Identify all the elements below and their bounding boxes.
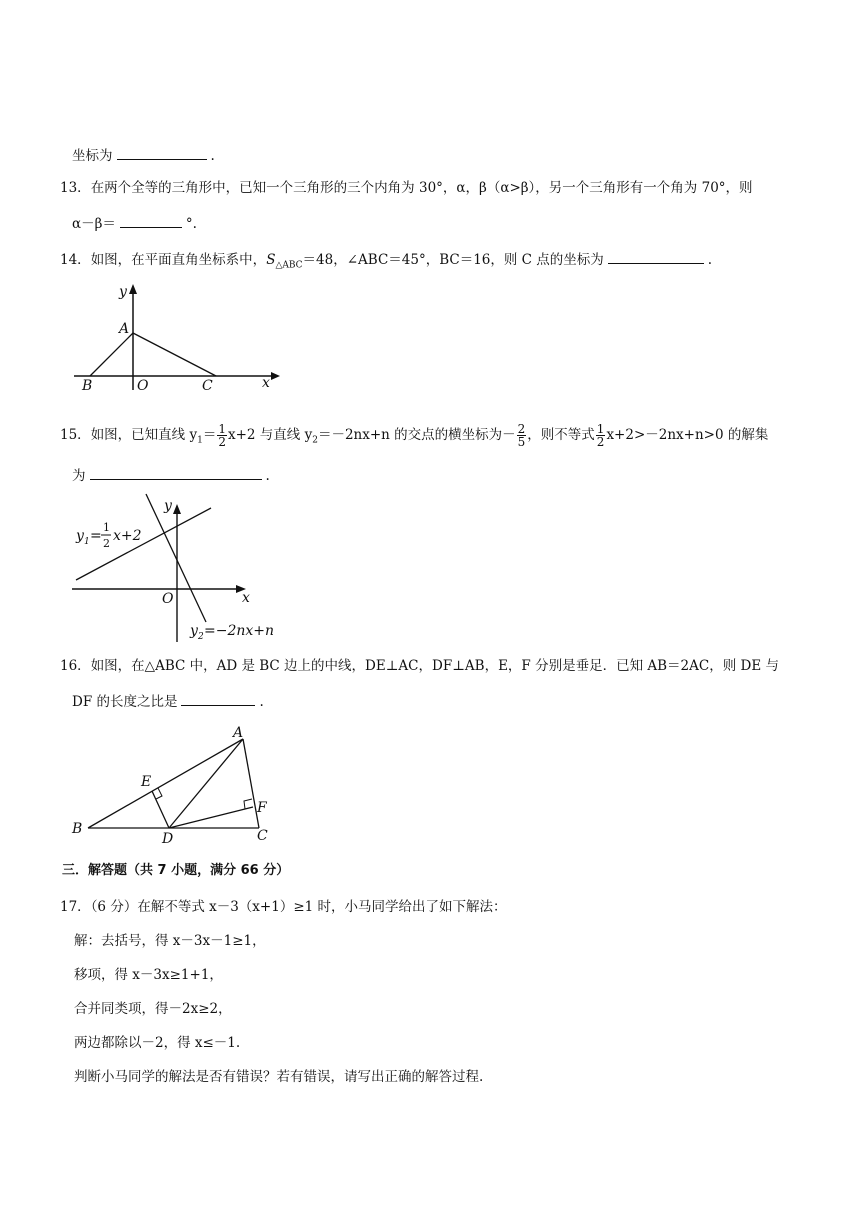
- q15-t3: x+2 与直线 y: [227, 427, 313, 443]
- q13-line2: [72, 212, 197, 234]
- q15-label-x: x: [242, 590, 250, 606]
- q14-end: .: [707, 252, 713, 268]
- q15-figure: [66, 490, 276, 645]
- q14-label-x: x: [262, 375, 270, 391]
- q15-y-arrow-icon: [173, 504, 181, 514]
- q15-t6: x+2>－2nx+n>0 的解集: [606, 427, 769, 443]
- q15-frac-2: [517, 423, 527, 448]
- q14-s-sub: △ABC: [275, 260, 303, 271]
- q16-figure: [66, 722, 286, 847]
- q15-frac-1: [217, 423, 227, 448]
- q12-tail: [72, 144, 215, 166]
- q16-line2-pre: DF 的长度之比是: [72, 694, 178, 710]
- q15-end: .: [265, 468, 270, 484]
- section-3-heading: 三．解答题（共 7 小题，满分 66 分）: [62, 863, 290, 878]
- q15-label-y1-den: 2: [103, 537, 110, 550]
- q17-step-4: 两边都除以－2，得 x≤－1.: [74, 1035, 241, 1051]
- q17-intro: [60, 897, 507, 917]
- q16-label-c: C: [257, 828, 268, 844]
- q14-s-symbol: S: [266, 252, 276, 268]
- q16-line1: [60, 656, 779, 676]
- q13-text: 在两个全等的三角形中，已知一个三角形的三个内角为 30°，α，β（α>β），另一个三角形有一个角为 70°，则: [90, 180, 753, 196]
- q15-label-o: O: [162, 591, 174, 607]
- q15-line2: [72, 464, 270, 486]
- q15-answer-blank[interactable]: [90, 464, 262, 480]
- q13-answer-blank[interactable]: [120, 212, 182, 228]
- q14-y-arrow-icon: [129, 284, 137, 294]
- q14-x-arrow-icon: [271, 372, 280, 380]
- q14-pre: 如图，在平面直角坐标系中，: [90, 252, 267, 268]
- q15-t4: ＝－2nx+n 的交点的横坐标为－: [317, 427, 516, 443]
- q15-label-y1-num: 1: [103, 521, 110, 534]
- q15-line1: [60, 420, 768, 456]
- q15-line2-pre: 为: [72, 468, 86, 484]
- q12-end: .: [210, 148, 215, 164]
- q13-line1: [60, 178, 753, 198]
- q15-frac-3: [596, 423, 606, 448]
- q15-label-y2-post: =−2nx+n: [204, 623, 275, 639]
- q14-side-ab: [90, 333, 133, 376]
- q17-intro-text: （6 分）在解不等式 x－3（x+1）≥1 时，小马同学给出了如下解法：: [90, 899, 507, 915]
- q14-number: 14．: [60, 252, 91, 268]
- q14-side-ac: [133, 333, 216, 376]
- q14-label-a: A: [119, 321, 130, 337]
- q14-line1: [60, 248, 712, 276]
- q16-perp-df: [169, 807, 253, 828]
- q17-step-2: 移项，得 x－3x≥1+1，: [74, 967, 223, 983]
- q15-label-y2-sub: 2: [198, 632, 204, 642]
- q15-t3-sub: 2: [312, 435, 318, 446]
- q13-line2-post: °.: [185, 216, 197, 232]
- q16-label-b: B: [72, 821, 83, 837]
- q15-frac1-den: 2: [218, 435, 226, 449]
- q15-label-y1-eq: =: [90, 528, 102, 544]
- q15-label-y1: y: [76, 528, 84, 544]
- q14-label-c: C: [202, 378, 213, 394]
- q16-line2: [72, 690, 264, 712]
- q13-line2-pre: α－β＝: [72, 216, 116, 232]
- q14-label-o: O: [137, 378, 149, 394]
- q15-frac2-den: 5: [517, 435, 526, 449]
- q15-line-y1: [76, 508, 211, 580]
- q15-label-y2: y: [190, 623, 198, 639]
- q15-frac1-num: 1: [218, 422, 226, 436]
- q15-t1: 如图，已知直线 y: [90, 427, 198, 443]
- q14-figure: [66, 278, 286, 396]
- q15-label-y1-post: x+2: [113, 528, 142, 544]
- q16-right-angle-e-icon: [156, 788, 162, 799]
- q15-frac3-num: 1: [596, 422, 605, 436]
- q15-t2: ＝: [202, 427, 217, 443]
- q17-question: 判断小马同学的解法是否有错误？若有错误，请写出正确的解答过程.: [74, 1069, 484, 1085]
- q16-answer-blank[interactable]: [181, 690, 255, 706]
- q16-median-ad: [169, 739, 243, 828]
- q16-end: .: [259, 694, 264, 710]
- q15-number: 15．: [60, 427, 91, 443]
- q16-label-f: F: [257, 800, 267, 816]
- q15-frac2-num: 2: [517, 422, 526, 436]
- q16-text: 如图，在△ABC 中，AD 是 BC 边上的中线，DE⊥AC，DF⊥AB，E，F 分别是垂足．已知 AB＝2AC，则 DE 与: [90, 658, 779, 674]
- q15-label-y: y: [164, 498, 172, 514]
- q17-number: 17．: [60, 899, 91, 915]
- q13-number: 13．: [60, 180, 91, 196]
- q14-label-y: y: [119, 284, 127, 300]
- q16-label-d: D: [162, 831, 174, 847]
- q16-number: 16．: [60, 658, 91, 674]
- q12-tail-text: 坐标为: [72, 148, 113, 164]
- q16-label-a: A: [233, 725, 244, 741]
- q12-answer-blank[interactable]: [117, 144, 207, 160]
- q15-label-y1-sub: 1: [84, 537, 90, 547]
- q15-t1-sub: 1: [197, 435, 203, 446]
- q16-label-e: E: [141, 774, 152, 790]
- q14-label-b: B: [82, 378, 93, 394]
- q17-step-3: 合并同类项，得－2x≥2，: [74, 1001, 232, 1017]
- q14-mid: ＝48，∠ABC＝45°，BC＝16，则 C 点的坐标为: [302, 252, 604, 268]
- q17-step-1: 解：去括号，得 x－3x－1≥1，: [74, 933, 266, 949]
- q15-frac3-den: 2: [596, 435, 605, 449]
- q14-answer-blank[interactable]: [608, 248, 704, 264]
- q15-t5: ，则不等式: [527, 427, 595, 443]
